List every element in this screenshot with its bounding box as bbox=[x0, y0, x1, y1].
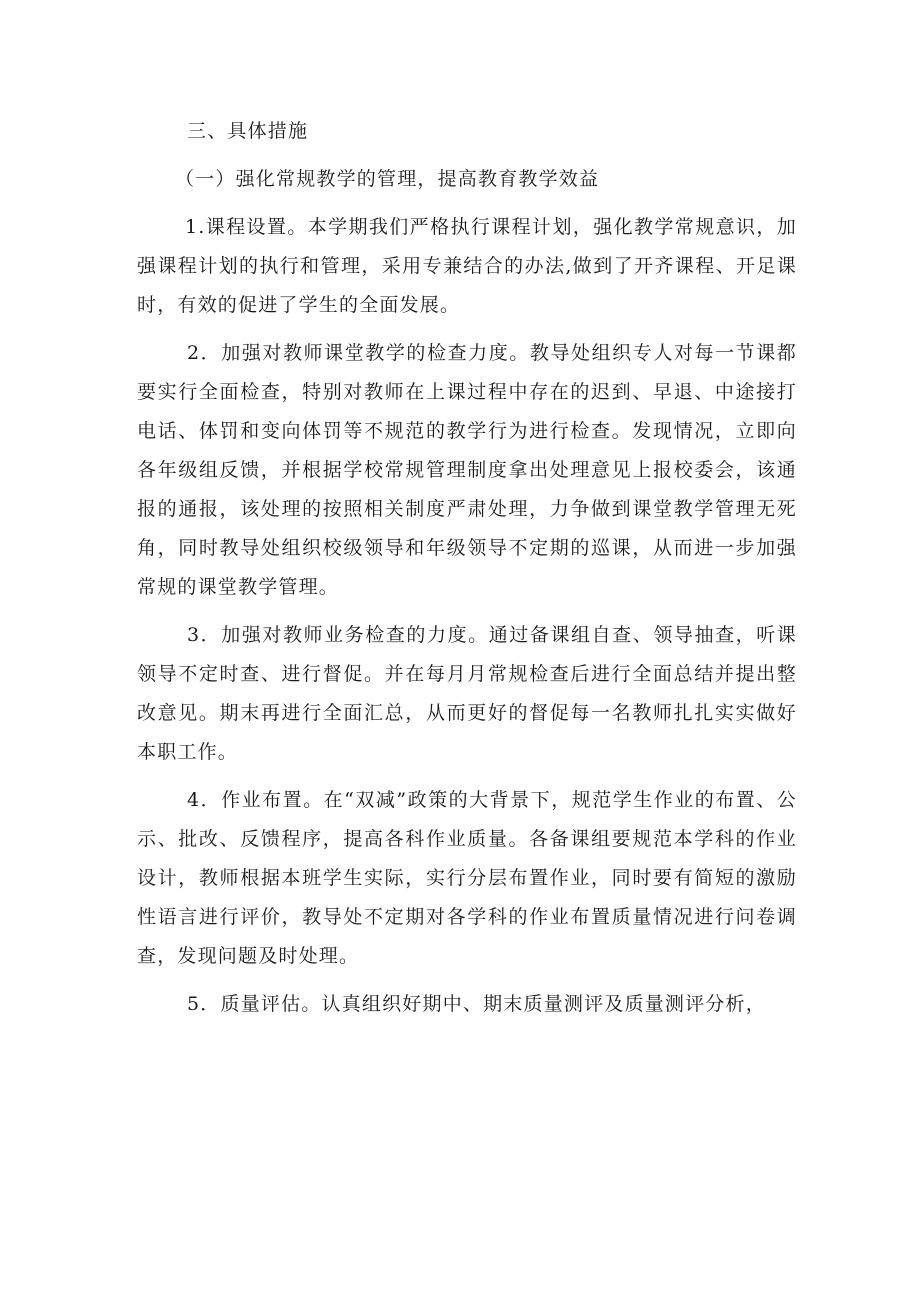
paragraph-course-setting: 1.课程设置。本学期我们严格执行课程计划，强化教学常规意识，加强课程计划的执行和管理，采用专兼结合的办法,做到了开齐课程、开足课时，有效的促进了学生的全面发展。 bbox=[137, 216, 797, 316]
paragraph-business-inspection: 3．加强对教师业务检查的力度。通过备课组自查、领导抽查，听课领导不定时查、进行督促。并在每月月常规检查后进行全面总结并提出整改意见。期末再进行全面汇总，从而更好的督促每一名教师扎扎实实做好本职工作。 bbox=[137, 624, 797, 763]
paragraph-quality-evaluation: 5．质量评估。认真组织好期中、期末质量测评及质量测评分析， bbox=[187, 993, 766, 1015]
subsection-heading: （一）强化常规教学的管理，提高教育教学效益 bbox=[175, 168, 600, 190]
paragraph-classroom-inspection: 2．加强对教师课堂教学的检查力度。教导处组织专人对每一节课都要实行全面检查，特别对教师在上课过程中存在的迟到、早退、中途接打电话、体罚和变向体罚等不规范的教学行为进行检查。发现情况，立即向各年级组反馈，并根据学校常规管理制度拿出处理意见上报校委会，该通报的通报，该处理的按照相关制度严肃处理，力争做到课堂教学管理无死角，同时教导处组织校级领导和年级领导不定期的巡课，从而进一步加强常规的课堂教学管理。 bbox=[137, 342, 797, 598]
document-body bbox=[137, 112, 797, 1033]
paragraph-homework: 4．作业布置。在“双减”政策的大背景下，规范学生作业的布置、公示、批改、反馈程序，提高各科作业质量。各备课组要规范本学科的作业设计，教师根据本班学生实际，实行分层布置作业，同时要有简短的激励性语言进行评价，教导处不定期对各学科的作业布置质量情况进行问卷调查，发现问题及时处理。 bbox=[137, 789, 797, 967]
section-heading: 三、具体措施 bbox=[187, 120, 309, 142]
